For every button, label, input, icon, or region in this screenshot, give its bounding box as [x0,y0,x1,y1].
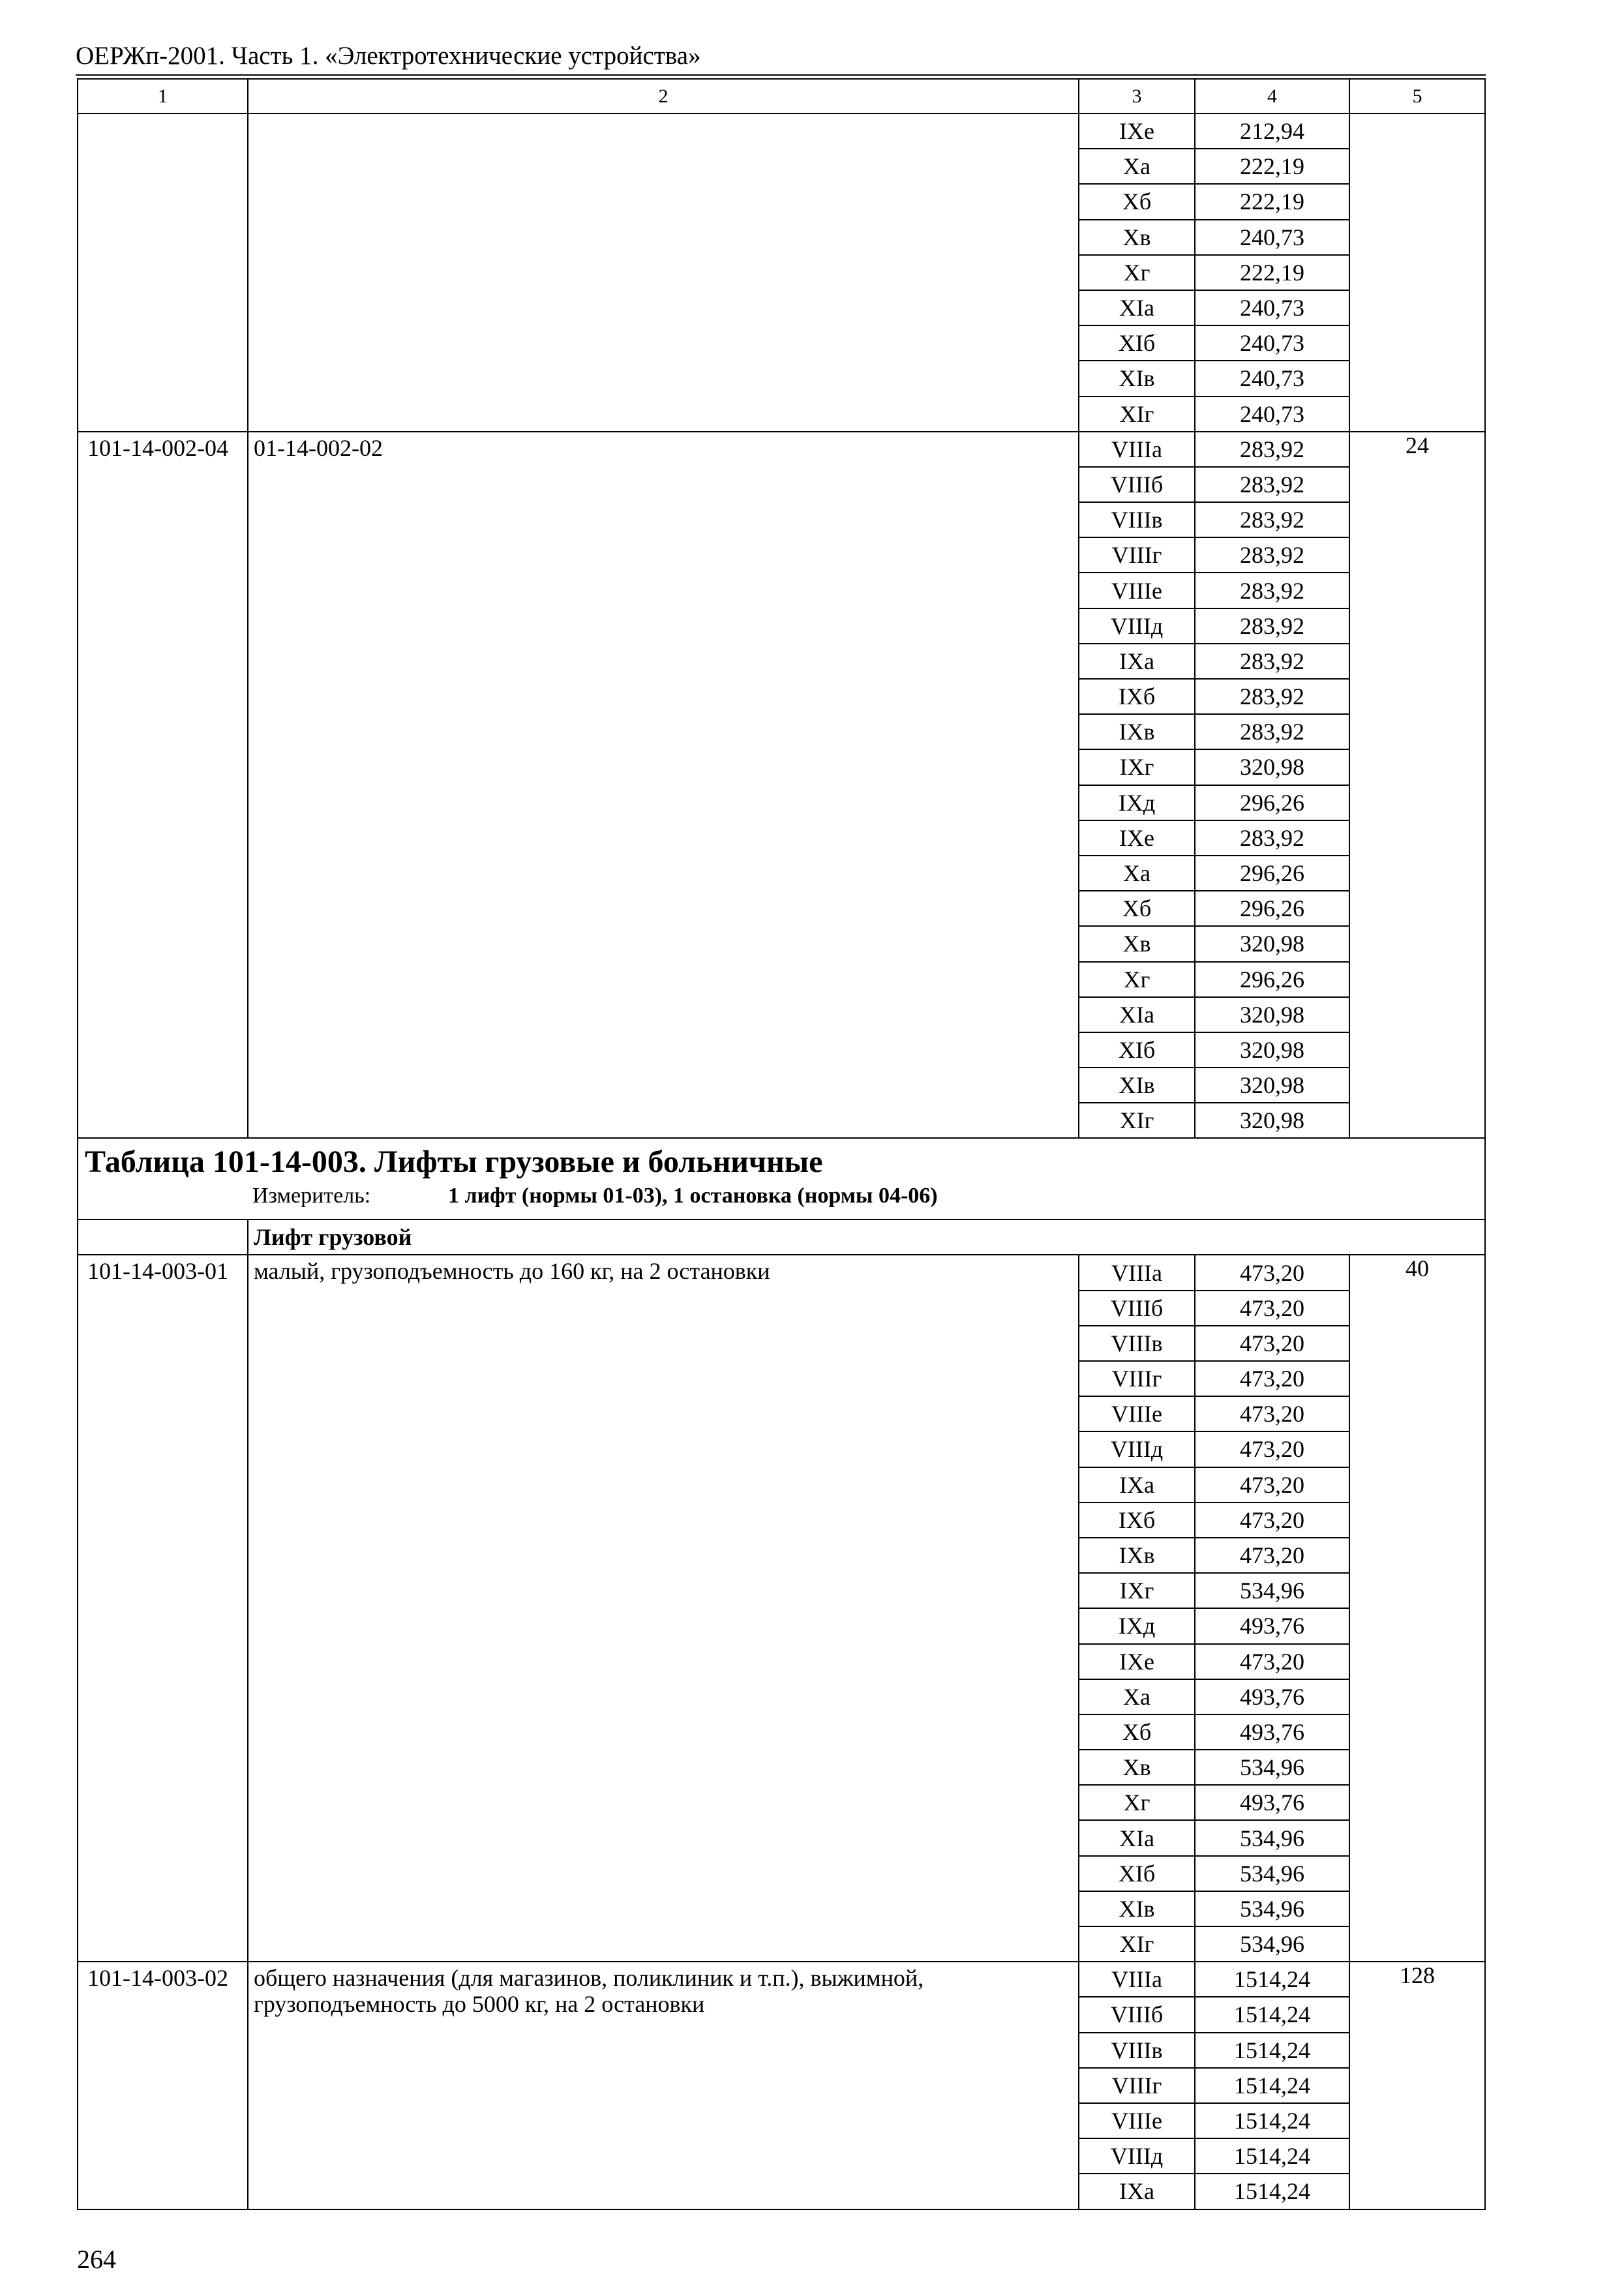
zone-cell: VIIIе [1079,1396,1195,1431]
zone-cell: VIIIе [1079,573,1195,608]
zone-cell: Xа [1079,856,1195,891]
value-cell: 222,19 [1195,255,1349,290]
zone-cell: XIг [1079,1926,1195,1962]
zone-cell: Xг [1079,255,1195,290]
zone-cell: IXд [1079,1608,1195,1643]
value-cell: 534,96 [1195,1856,1349,1891]
value-cell: 493,76 [1195,1714,1349,1750]
norms-table [77,78,1486,2210]
value-cell: 534,96 [1195,1891,1349,1926]
zone-cell: Xа [1079,149,1195,184]
zone-cell: IXб [1079,1503,1195,1538]
zone-cell: VIIIб [1079,1291,1195,1326]
zone-cell: XIа [1079,290,1195,325]
zone-cell: VIIIа [1079,1255,1195,1290]
value-cell: 296,26 [1195,856,1349,891]
zone-cell: Xа [1079,1679,1195,1714]
zone-cell: VIIIд [1079,608,1195,644]
value-cell: 473,20 [1195,1326,1349,1361]
value-cell: 1514,24 [1195,2033,1349,2068]
value-cell: 320,98 [1195,1103,1349,1138]
column-header: 3 [1079,79,1195,113]
column-header: 5 [1349,79,1485,113]
zone-cell: VIIIе [1079,2103,1195,2138]
value-cell: 283,92 [1195,608,1349,644]
value-cell: 1514,24 [1195,2103,1349,2138]
subheading-row [78,1219,1485,1255]
value-cell: 473,20 [1195,1538,1349,1573]
zone-cell: Xв [1079,926,1195,961]
zone-cell: XIб [1079,1856,1195,1891]
zone-cell: Xв [1079,1750,1195,1785]
zone-cell: VIIIб [1079,1997,1195,2032]
column-header: 4 [1195,79,1349,113]
value-cell: 473,20 [1195,1644,1349,1679]
zone-cell: XIв [1079,1068,1195,1103]
value-cell: 296,26 [1195,891,1349,926]
table-row [78,1962,1485,1997]
value-cell: 473,20 [1195,1431,1349,1467]
value-cell: 473,20 [1195,1503,1349,1538]
value-cell: 212,94 [1195,113,1349,149]
norm-description-cell [248,1962,1079,2209]
running-header: ОЕРЖп-2001. Часть 1. «Электротехнические устройства» [76,42,701,70]
table-title-row [78,1138,1485,1219]
value-cell: 320,98 [1195,1068,1349,1103]
value-cell: 1514,24 [1195,2138,1349,2174]
zone-cell: IXе [1079,820,1195,856]
norm-code-cell: 101-14-003-02 [78,1962,248,2209]
value-cell: 534,96 [1195,1820,1349,1855]
column5-cell: 128 [1349,1962,1485,2209]
value-cell: 240,73 [1195,361,1349,396]
description-line: 01-14-002-02 [254,434,383,461]
norm-code-cell [78,113,248,432]
description-line: общего назначения (для магазинов, поликлиник и т.п.), выжимной, [254,1965,924,1992]
value-cell: 534,96 [1195,1926,1349,1962]
zone-cell: VIIIб [1079,467,1195,502]
zone-cell: XIб [1079,1032,1195,1068]
zone-cell: XIг [1079,1103,1195,1138]
value-cell: 240,73 [1195,290,1349,325]
zone-cell: Xг [1079,1785,1195,1820]
zone-cell: VIIIд [1079,1431,1195,1467]
zone-cell: XIа [1079,997,1195,1032]
value-cell: 283,92 [1195,679,1349,714]
table-row [78,113,1485,149]
value-cell: 240,73 [1195,396,1349,432]
value-cell: 473,20 [1195,1467,1349,1503]
value-cell: 473,20 [1195,1396,1349,1431]
zone-cell: VIIIг [1079,1361,1195,1396]
value-cell: 222,19 [1195,149,1349,184]
zone-cell: IXг [1079,749,1195,785]
measure-line [85,1183,1478,1209]
norm-description-cell [248,113,1079,432]
value-cell: 534,96 [1195,1750,1349,1785]
column-header-row [78,79,1485,113]
value-cell: 1514,24 [1195,1962,1349,1997]
value-cell: 534,96 [1195,1573,1349,1608]
value-cell: 493,76 [1195,1785,1349,1820]
value-cell: 222,19 [1195,184,1349,219]
measure-value: 1 лифт (нормы 01-03), 1 остановка (нормы 04-06) [448,1184,938,1208]
value-cell: 240,73 [1195,220,1349,255]
zone-cell: VIIIв [1079,1326,1195,1361]
table-title: Таблица 101-14-003. Лифты грузовые и больничные [85,1144,823,1180]
zone-cell: IXа [1079,1467,1195,1503]
value-cell: 320,98 [1195,997,1349,1032]
zone-cell: Xб [1079,1714,1195,1750]
zone-cell: IXв [1079,714,1195,749]
norm-description-cell [248,432,1079,1139]
zone-cell: XIг [1079,396,1195,432]
norm-description-cell [248,1255,1079,1962]
zone-cell: XIб [1079,325,1195,361]
table-title-cell [78,1138,1485,1219]
table-row [78,432,1485,467]
zone-cell: IXд [1079,785,1195,820]
table-row [78,1255,1485,1290]
zone-cell: Xг [1079,962,1195,997]
value-cell: 1514,24 [1195,1997,1349,2032]
zone-cell: VIIIд [1079,2138,1195,2174]
zone-cell: XIа [1079,1820,1195,1855]
value-cell: 473,20 [1195,1255,1349,1290]
zone-cell: VIIIв [1079,2033,1195,2068]
value-cell: 320,98 [1195,749,1349,785]
column-header: 2 [248,79,1079,113]
value-cell: 320,98 [1195,926,1349,961]
subheading-empty-cell [78,1219,248,1255]
norm-code-cell: 101-14-002-04 [78,432,248,1139]
value-cell: 320,98 [1195,1032,1349,1068]
measure-label: Измеритель: [252,1184,371,1208]
header-rule [76,74,1486,76]
value-cell: 283,92 [1195,644,1349,679]
value-cell: 473,20 [1195,1361,1349,1396]
zone-cell: IXг [1079,1573,1195,1608]
zone-cell: IXе [1079,1644,1195,1679]
zone-cell: VIIIг [1079,537,1195,573]
value-cell: 240,73 [1195,325,1349,361]
zone-cell: IXа [1079,2174,1195,2209]
description-line: малый, грузоподъемность до 160 кг, на 2 остановки [254,1258,770,1285]
value-cell: 493,76 [1195,1679,1349,1714]
column5-cell: 40 [1349,1255,1485,1962]
zone-cell: VIIIа [1079,1962,1195,1997]
value-cell: 283,92 [1195,820,1349,856]
value-cell: 283,92 [1195,573,1349,608]
zone-cell: Xб [1079,184,1195,219]
value-cell: 296,26 [1195,962,1349,997]
value-cell: 283,92 [1195,502,1349,537]
zone-cell: Xб [1079,891,1195,926]
value-cell: 283,92 [1195,467,1349,502]
zone-cell: IXб [1079,679,1195,714]
value-cell: 493,76 [1195,1608,1349,1643]
value-cell: 283,92 [1195,714,1349,749]
value-cell: 473,20 [1195,1291,1349,1326]
zone-cell: XIв [1079,361,1195,396]
page-number: 264 [77,2245,116,2274]
description-line: грузоподъемность до 5000 кг, на 2 остановки [254,1991,705,2018]
zone-cell: VIIIа [1079,432,1195,467]
zone-cell: IXв [1079,1538,1195,1573]
zone-cell: XIв [1079,1891,1195,1926]
value-cell: 296,26 [1195,785,1349,820]
zone-cell: VIIIв [1079,502,1195,537]
value-cell: 283,92 [1195,432,1349,467]
zone-cell: Xв [1079,220,1195,255]
norm-code-cell: 101-14-003-01 [78,1255,248,1962]
column5-cell [1349,113,1485,432]
value-cell: 283,92 [1195,537,1349,573]
zone-cell: IXа [1079,644,1195,679]
column5-cell: 24 [1349,432,1485,1139]
subheading: Лифт грузовой [248,1219,1485,1255]
zone-cell: VIIIг [1079,2068,1195,2103]
value-cell: 1514,24 [1195,2174,1349,2209]
zone-cell: IXе [1079,113,1195,149]
column-header: 1 [78,79,248,113]
value-cell: 1514,24 [1195,2068,1349,2103]
